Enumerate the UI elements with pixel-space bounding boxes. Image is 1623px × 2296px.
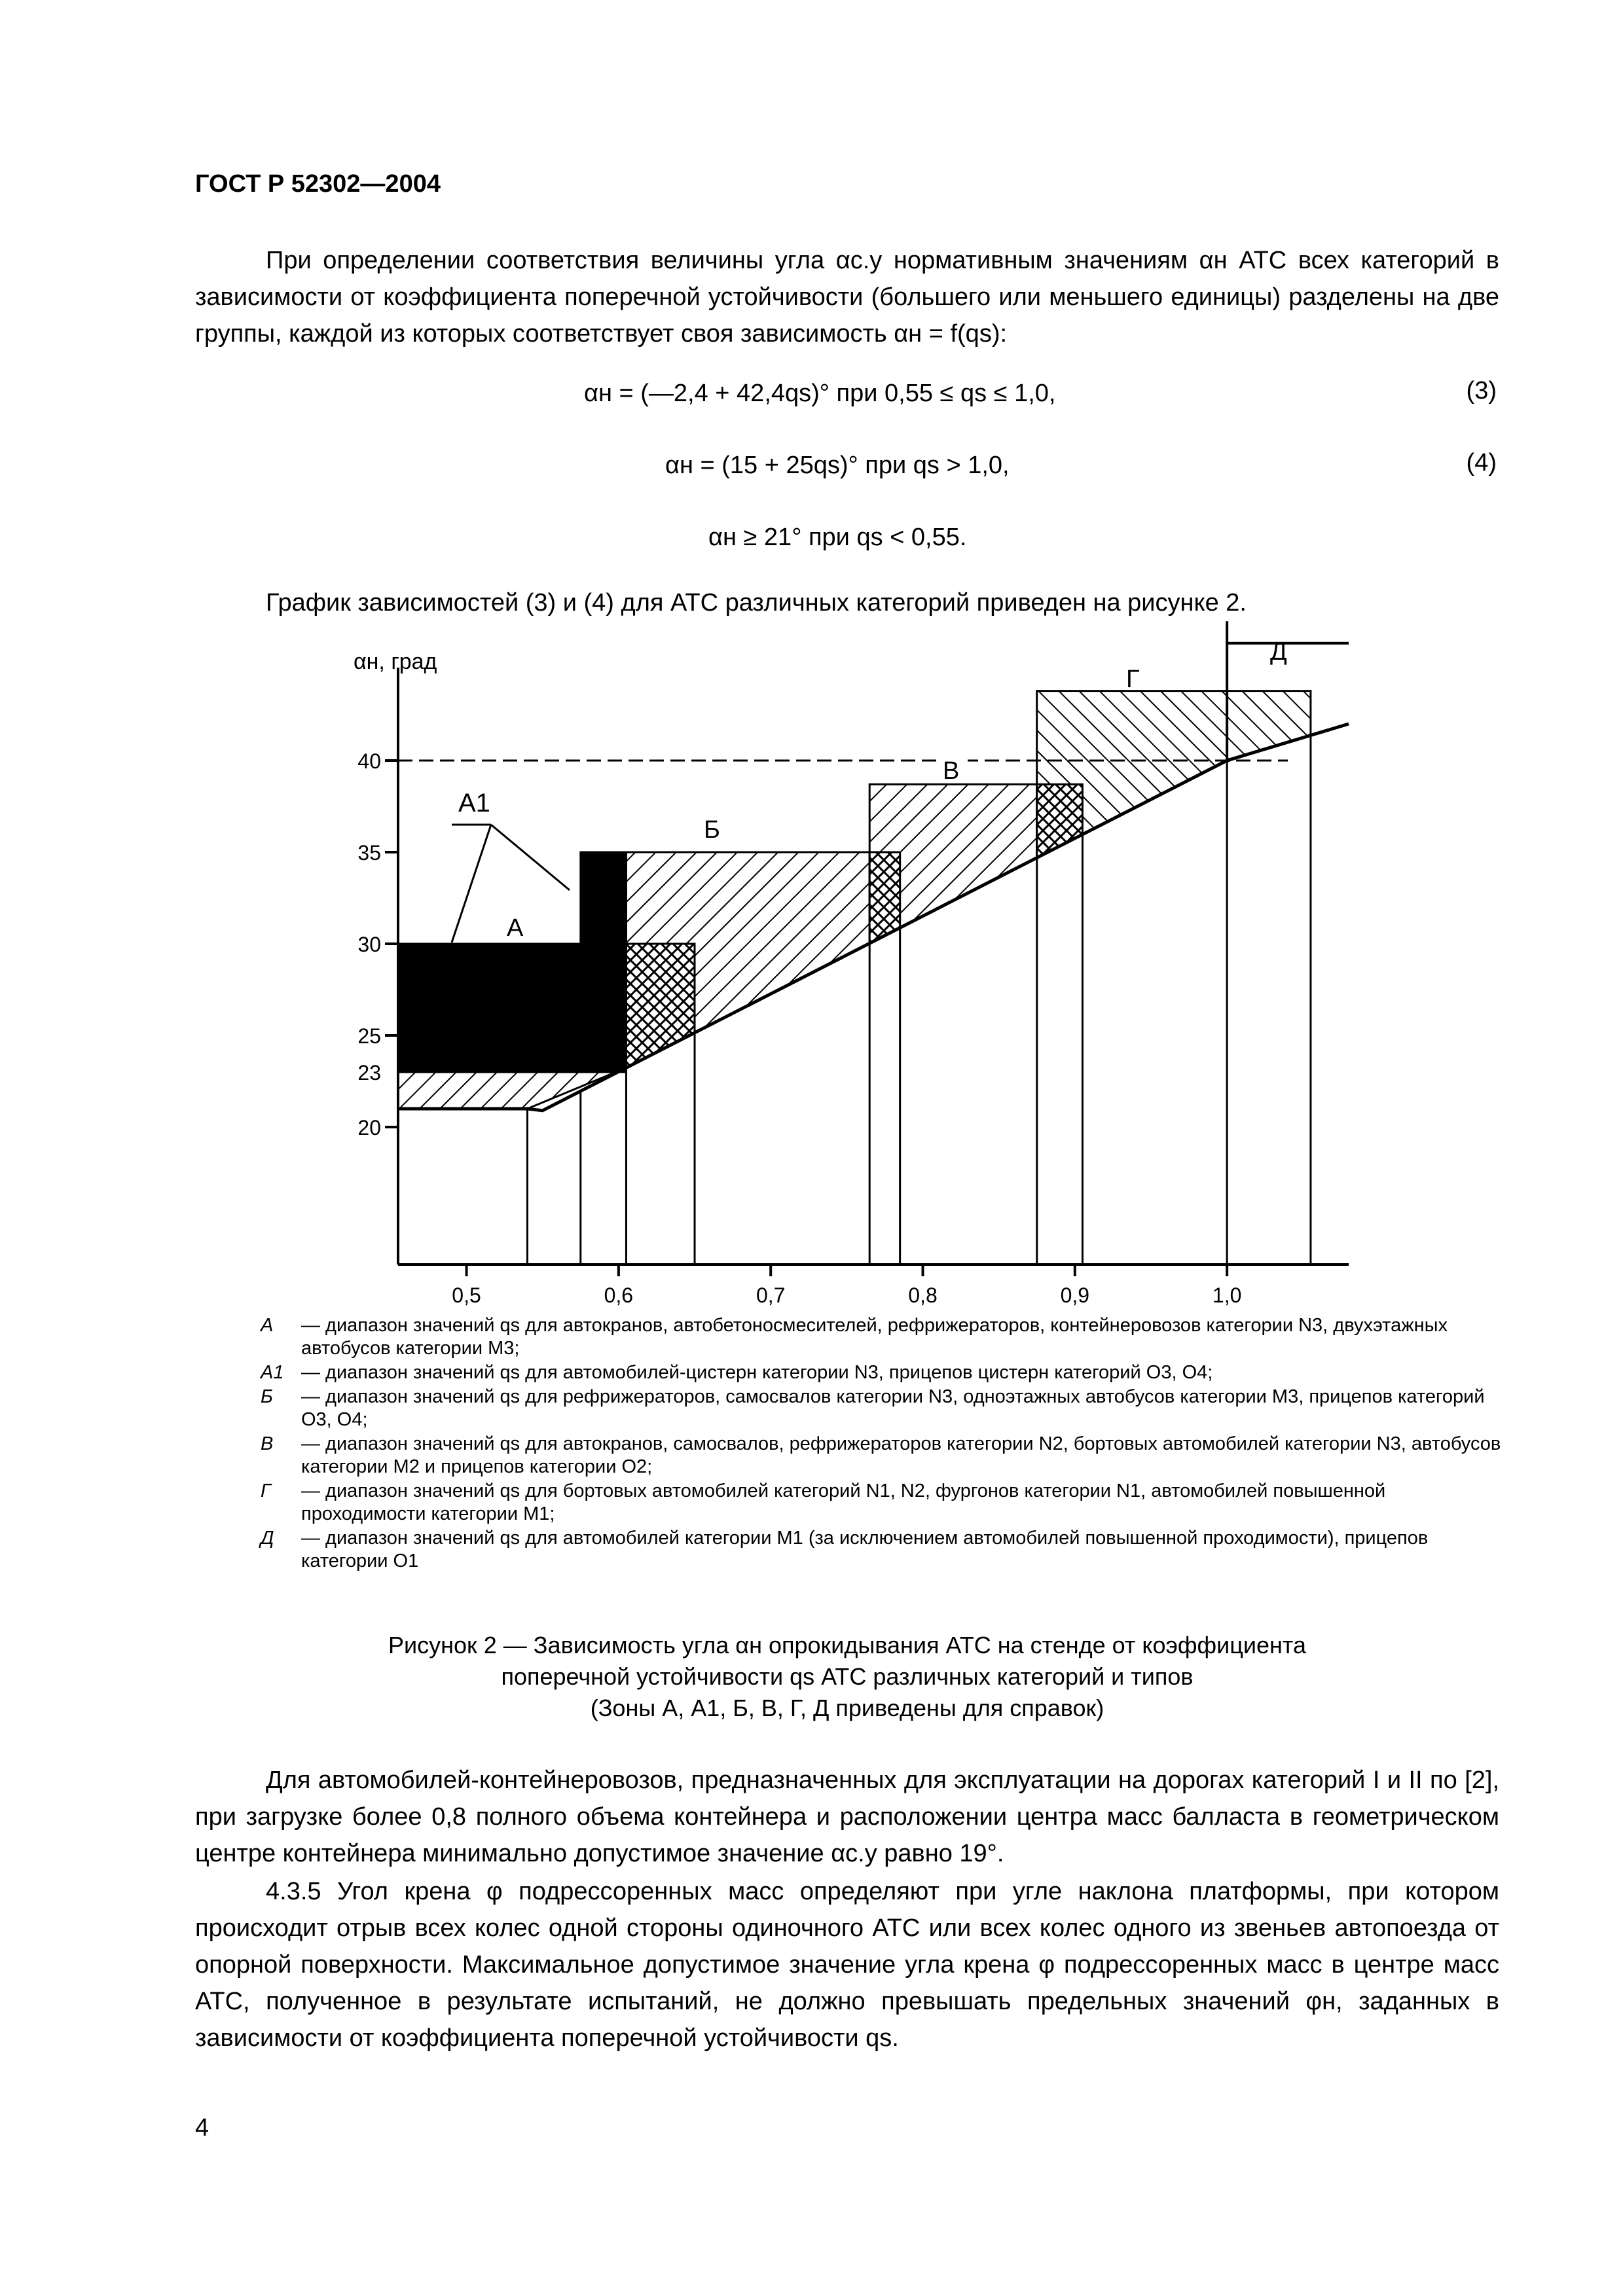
zone-label-a1: А1 — [458, 789, 490, 817]
legend-key: А — [261, 1315, 274, 1336]
leader-line — [452, 825, 491, 942]
y-tick-label: 35 — [357, 841, 381, 865]
legend-text: — диапазон значений qs для автомобилей категории М1 (за исключением автомобилей повышенной проходимости), прицепов категории О1 — [301, 1528, 1429, 1571]
leader-line — [491, 825, 570, 890]
y-tick-label: 30 — [357, 933, 381, 956]
document-header: ГОСТ Р 52302—2004 — [195, 170, 441, 198]
legend-text: — диапазон значений qs для бортовых автомобилей категорий N1, N2, фургонов категории N1, автомобилей повышенной проходимости категории М1; — [301, 1480, 1386, 1524]
equation-5: αн ≥ 21° при qs < 0,55. — [708, 524, 967, 551]
legend-item — [261, 1480, 1504, 1526]
legend-item — [261, 1527, 1504, 1573]
zone-a1-area — [398, 1067, 627, 1109]
x-tick-label: 1,0 — [1212, 1283, 1242, 1307]
legend-key: А1 — [261, 1362, 284, 1383]
y-tick-label: 20 — [357, 1116, 381, 1139]
body-paragraph-1: Для автомобилей-контейнеровозов, предназначенных для эксплуатации на дорогах категорий I и II по [2], при загрузке более 0,8 полного объема контейнера и расположении центра масс балласта в геометрическом центре контейнера минимально допустимое значение αс.у равно 19°. — [195, 1767, 1499, 1867]
y-axis-title: αн, град — [354, 649, 437, 674]
zone-label-b: Б — [704, 816, 720, 844]
x-tick-label: 0,9 — [1060, 1283, 1090, 1307]
caption-line-2: поперечной устойчивости qs АТС различных категорий и типов — [501, 1663, 1194, 1690]
equation-4: αн = (15 + 25qs)° при qs > 1,0, — [665, 452, 1010, 479]
legend-text: — диапазон значений qs для автокранов, самосвалов, рефрижераторов категории N2, бортовых автомобилей категории N3, автобусов категории М2 и прицепов категории О2; — [301, 1433, 1501, 1477]
zone-label-v: В — [943, 757, 960, 785]
legend-text: — диапазон значений qs для автокранов, автобетоносмесителей, рефрижераторов, контейнеровозов категории N3, двухэтажных автобусов категории М3; — [301, 1315, 1448, 1359]
zone-a-area — [398, 852, 627, 1072]
legend-text: — диапазон значений qs для рефрижераторов, самосвалов категории N3, одноэтажных автобусов категории М3, прицепов категорий О3, О4; — [301, 1386, 1485, 1430]
x-tick-label: 0,7 — [756, 1283, 786, 1307]
legend-key: Г — [261, 1480, 271, 1501]
zone-label-g: Г — [1126, 666, 1140, 693]
legend-key: Д — [261, 1528, 274, 1549]
legend-key: Б — [261, 1386, 273, 1407]
caption-line-1: Рисунок 2 — Зависимость угла αн опрокидывания АТС на стенде от коэффициента — [388, 1632, 1306, 1659]
legend-item — [261, 1433, 1504, 1479]
y-tick-label: 23 — [357, 1061, 381, 1085]
legend-item — [261, 1314, 1504, 1360]
figure-caption — [195, 1630, 1499, 1724]
page-number: 4 — [195, 2114, 210, 2142]
caption-line-3: (Зоны А, А1, Б, В, Г, Д приведены для справок) — [590, 1695, 1104, 1721]
body-paragraph-2: 4.3.5 Угол крена φ подрессоренных масс определяют при угле наклона платформы, при котором происходит отрыв всех колес одной стороны одиночного АТС или всех колес одного из звеньев автопоезда от опорной поверхности. Максимальное допустимое значение угла крена φ подрессоренных масс в центре масс АТС, полученное в результате испытаний, не должно превышать предельных значений φн, заданных в зависимости от коэффициента поперечной устойчивости qs. — [195, 1878, 1499, 2052]
figure-intro: График зависимостей (3) и (4) для АТС различных категорий приведен на рисунке 2. — [266, 589, 1247, 617]
x-tick-label: 0,8 — [908, 1283, 938, 1307]
legend-item — [261, 1361, 1504, 1384]
figure-legend — [261, 1314, 1504, 1574]
intro-paragraph: При определении соответствия величины угла αс.у нормативным значениям αн АТС всех категорий в зависимости от коэффициента поперечной устойчивости (большего или меньшего единицы) разделены на две группы, каждой из которых соответствует своя зависимость αн = f(qs): — [195, 247, 1499, 348]
y-tick-label: 40 — [357, 749, 381, 773]
x-tick-label: 0,6 — [604, 1283, 634, 1307]
equation-4-number: (4) — [1466, 449, 1497, 476]
zone-label-d: Д — [1270, 638, 1287, 666]
equation-3: αн = (—2,4 + 42,4qs)° при 0,55 ≤ qs ≤ 1,0, — [584, 380, 1056, 407]
y-tick-label: 25 — [357, 1024, 381, 1048]
legend-text: — диапазон значений qs для автомобилей-цистерн категории N3, прицепов цистерн категорий О3, О4; — [301, 1362, 1213, 1383]
zone-label-a: А — [507, 914, 524, 942]
legend-item — [261, 1386, 1504, 1431]
legend-key: В — [261, 1433, 274, 1454]
equation-3-number: (3) — [1466, 377, 1497, 404]
x-tick-label: 0,5 — [452, 1283, 481, 1307]
